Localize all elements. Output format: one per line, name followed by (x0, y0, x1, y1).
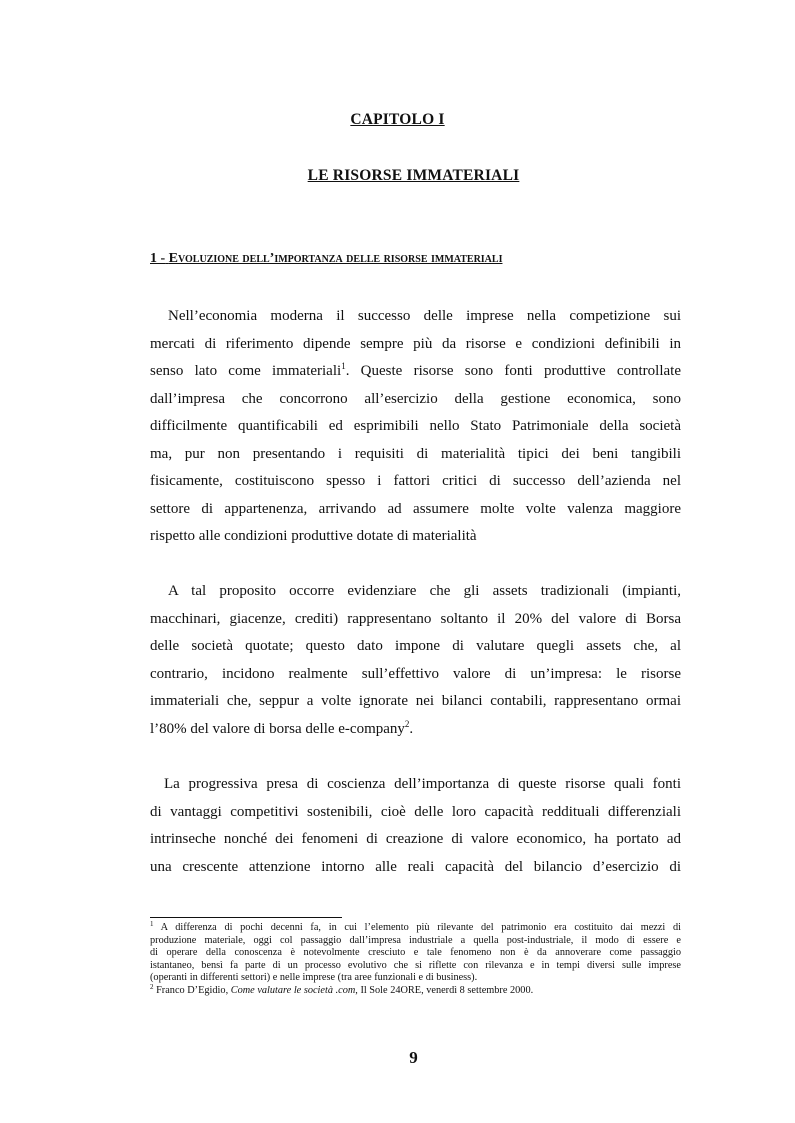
section-heading (150, 251, 502, 267)
paragraph-line (150, 716, 681, 744)
paragraph-line: fisicamente, costituiscono spesso i fattori critici di successo dell’azienda nel (150, 473, 681, 489)
footnote-author: Franco D’Egidio, (156, 984, 231, 996)
chapter-label: CAPITOLO I (350, 111, 445, 128)
paragraph-line: contrario, incidono realmente sull’effettivo valore di un’impresa: le risorse (150, 665, 681, 682)
footnote-line (150, 982, 681, 998)
paragraph-line: difficilmente quantificabili ed esprimibili nello Stato Patrimoniale della società (150, 418, 681, 434)
paragraph-1 (150, 303, 681, 551)
paragraph-3 (150, 771, 681, 881)
paragraph-line: una crescente attenzione intorno alle reali capacità del bilancio d’esercizio di (150, 858, 681, 875)
footnote-ref: 1 (341, 361, 346, 371)
section-number: 1 - (150, 251, 166, 266)
footnote-publication: , Il Sole 24ORE, venerdì 8 settembre 2000. (355, 984, 534, 996)
paragraph-line: La progressiva presa di coscienza dell’importanza di queste risorse quali fonti (164, 776, 681, 792)
paragraph-line: delle società quotate; questo dato impone di valutare quegli assets che, al (150, 638, 681, 654)
line-text: . (409, 720, 414, 737)
footnote-work-title: Come valutare le società .com (230, 984, 356, 996)
footnote-line: di operare della conoscenza è notevolmente cresciuto e tale fenomeno non è da annoverare come passaggio (150, 947, 681, 959)
line-text: l’80% del valore di borsa delle e-company (150, 720, 405, 737)
paragraph-line (150, 358, 681, 386)
line-text: . Queste risorse sono fonti produttive controllate (345, 363, 681, 379)
paragraph-line: immateriali che, seppur a volte ignorate nei bilanci contabili, rappresentano ormai (150, 693, 681, 709)
paragraph-line: dall’impresa che concorrono all’esercizio della gestione economica, sono (150, 390, 681, 407)
line-text: senso lato come immateriali (150, 363, 342, 379)
footnote-line: (operanti in differenti settori) e nelle imprese (tra aree funzionali e di business). (150, 972, 478, 984)
footnote-text: A differenza di pochi decenni fa, in cui l’elemento più rilevante del patrimonio era costituito dai mezzi di (160, 922, 681, 933)
paragraph-line: Nell’economia moderna il successo delle imprese nella competizione sui (168, 308, 681, 324)
section-title: Evoluzione dell’importanza delle risorse immateriali (168, 251, 503, 266)
paragraph-2 (150, 578, 681, 743)
footnotes (150, 922, 681, 998)
paragraph-line: intrinseche nonché dei fenomeni di creazione di valore economico, ha portato ad (150, 831, 681, 847)
paragraph-line: di vantaggi competitivi sostenibili, cioè delle loro capacità reddituali differenziali (150, 803, 681, 820)
paragraph-line: rispetto alle condizioni produttive dotate di materialità (150, 528, 477, 544)
page-number: 9 (409, 1048, 418, 1067)
paragraph-line: mercati di riferimento dipende sempre più da risorse e condizioni definibili in (150, 335, 681, 352)
paragraph-line: macchinari, giacenze, crediti) rappresentano soltanto il 20% del valore di Borsa (150, 610, 681, 627)
footnote-line (150, 922, 681, 935)
footnote-line: istantaneo, bensì fa parte di un processo evolutivo che si riflette con rilevanza e in tempi diversi sulle imprese (150, 959, 681, 971)
paragraph-line: A tal proposito occorre evidenziare che gli assets tradizionali (impianti, (168, 583, 681, 599)
footnote-separator (150, 917, 342, 918)
footnote-number: 1 (150, 920, 154, 928)
paragraph-line: ma, pur non presentando i requisiti di materialità tipici dei beni tangibili (150, 445, 681, 462)
footnote-ref: 2 (404, 718, 410, 729)
chapter-title: LE RISORSE IMMATERIALI (307, 167, 520, 184)
footnote-line: produzione materiale, oggi col passaggio dall’impresa industriale a quella post-industriale, il modo di essere e (150, 934, 681, 946)
footnote-number: 2 (150, 982, 154, 991)
paragraph-line: settore di appartenenza, arrivando ad assumere molte volte valenza maggiore (150, 500, 681, 517)
